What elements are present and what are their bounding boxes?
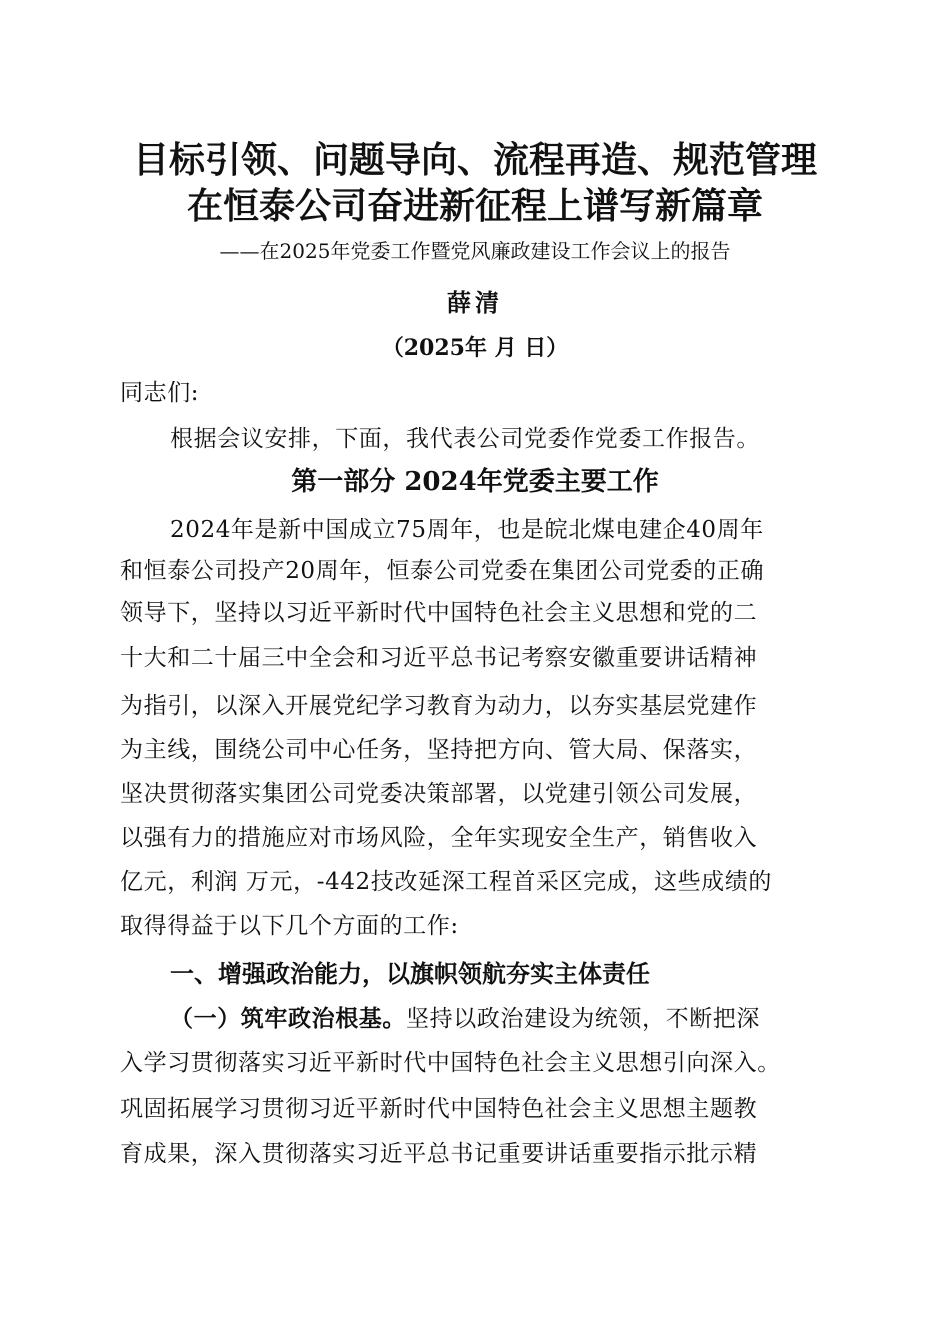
sub-heading-text: 坚持以政治建设为统领，不断把深 [406,1006,760,1032]
body-line: 取得得益于以下几个方面的工作: [120,913,459,939]
sub-heading-label: （一）筑牢政治根基。 [170,1005,406,1032]
body-line: 为指引，以深入开展党纪学习教育为动力，以夯实基层党建作 [120,693,758,719]
body-line: 亿元，利润 万元，-442技改延深工程首采区完成，这些成绩的 [120,869,772,895]
document-title-line-2: 在恒泰公司奋进新征程上谱写新篇章 [186,185,763,227]
body-line: 为主线，围绕公司中心任务，坚持把方向、管大局、保落实， [120,737,758,763]
body-line: 巩固拓展学习贯彻习近平新时代中国特色社会主义思想主题教 [120,1096,758,1122]
heading-level-1: 一、增强政治能力，以旗帜领航夯实主体责任 [170,960,650,988]
body-line: 坚决贯彻落实集团公司党委决策部署，以党建引领公司发展， [120,781,758,807]
body-line: 2024年是新中国成立75周年，也是皖北煤电建企40周年 [170,517,764,543]
document-title-line-1: 目标引领、问题导向、流程再造、规范管理 [132,139,817,181]
sub-heading-paragraph [170,1003,760,1035]
body-line: 入学习贯彻落实习近平新时代中国特色社会主义思想引向深入。 [120,1050,781,1076]
salutation: 同志们: [120,380,200,406]
document-subtitle: ——在2025年党委工作暨党风廉政建设工作会议上的报告 [219,239,731,263]
author-name: 薛清 [447,288,503,317]
intro-paragraph: 根据会议安排，下面，我代表公司党委作党委工作报告。 [170,426,760,452]
section-heading-part-one: 第一部分 2024年党委主要工作 [291,467,659,497]
body-line: 和恒泰公司投产20周年，恒泰公司党委在集团公司党委的正确 [120,558,765,584]
body-line: 领导下，坚持以习近平新时代中国特色社会主义思想和党的二 [120,600,758,626]
body-line: 育成果，深入贯彻落实习近平总书记重要讲话重要指示批示精 [120,1141,758,1167]
body-line: 以强有力的措施应对市场风险，全年实现安全生产，销售收入 [120,825,758,851]
report-date: （2025年 月 日） [381,335,569,361]
body-line: 十大和二十届三中全会和习近平总书记考察安徽重要讲话精神 [120,645,758,671]
